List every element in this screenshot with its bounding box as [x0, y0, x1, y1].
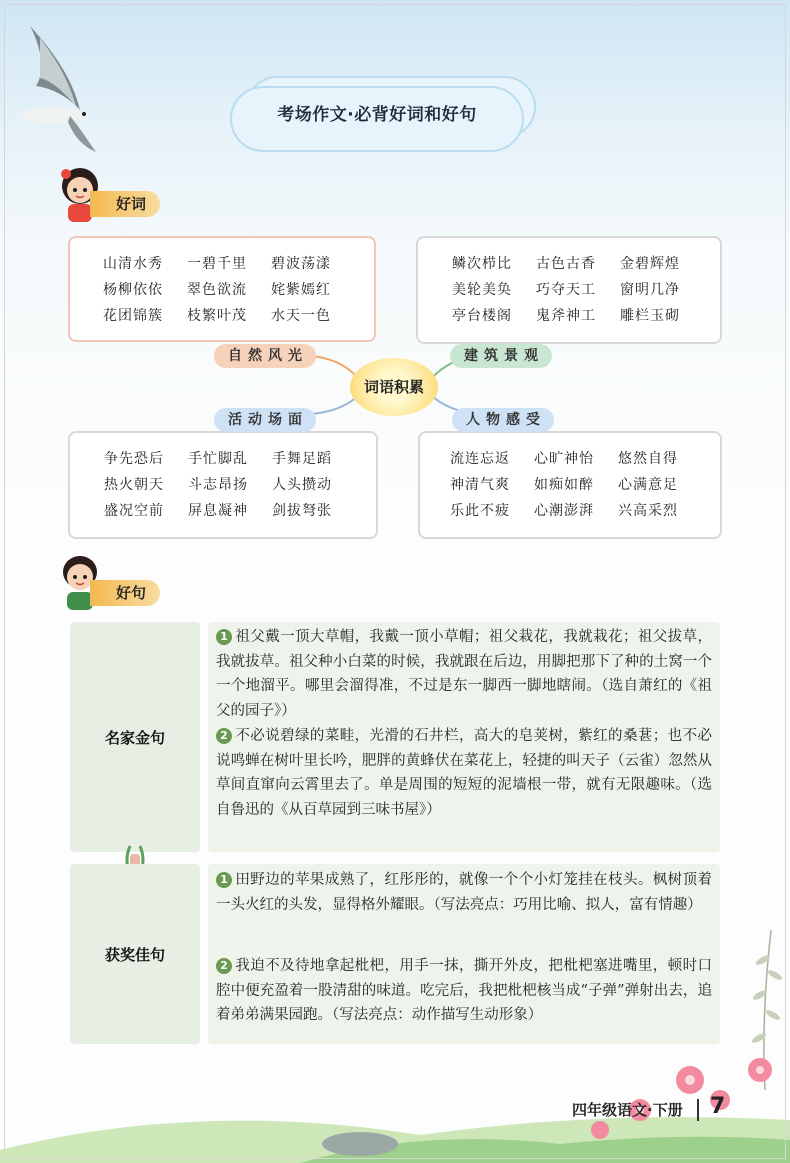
- sentence-item: [216, 868, 712, 917]
- book-title: 四年级语文·下册: [572, 1101, 683, 1119]
- word: 枝繁叶茂: [187, 308, 247, 324]
- sentence-text: 祖父戴一顶大草帽，我戴一顶小草帽；祖父栽花，我就栽花；祖父拔草，我就拔草。祖父种小白菜的时候，我就跟在后边，用脚把那下了种的土窝一个一个地溜平。哪里会溜得准，不过是东一脚西一脚地瞎闹。（选自萧红的《祖父的园子》）: [216, 629, 712, 719]
- page-number: 7: [710, 1094, 726, 1119]
- word: 兴高采烈: [618, 503, 678, 519]
- item-number-badge: 2: [216, 958, 232, 974]
- word: 一碧千里: [187, 256, 247, 272]
- word-grid-activity: [104, 448, 356, 520]
- sentence-item: [216, 625, 712, 723]
- word-hub-bubble: 词语积累: [350, 358, 438, 416]
- word: 心满意足: [618, 477, 678, 493]
- word: 巧夺天工: [536, 282, 596, 298]
- category-nature: 自然风光: [214, 344, 316, 368]
- good-sentences-tag: 好句: [90, 580, 160, 606]
- word: 手舞足蹈: [272, 451, 332, 467]
- word: 水天一色: [271, 308, 331, 324]
- word: 窗明几净: [620, 282, 680, 298]
- section-body-award: [208, 864, 720, 1044]
- sentence-text: 田野边的苹果成熟了，红彤彤的，就像一个个小灯笼挂在枝头。枫树顶着一头火红的头发，显得格外耀眼。（写法亮点：巧用比喻、拟人，富有情趣）: [216, 872, 712, 913]
- word: 姹紫嫣红: [271, 282, 331, 298]
- word-box-nature: [68, 236, 376, 342]
- sentence-item: [216, 724, 712, 822]
- word-box-architecture: [416, 236, 722, 344]
- item-number-badge: 2: [216, 728, 232, 744]
- word: 翠色欲流: [187, 282, 247, 298]
- sentence-item: [216, 954, 712, 1028]
- word: 鳞次栉比: [452, 256, 512, 272]
- word: 乐此不疲: [450, 503, 510, 519]
- good-words-tag: 好词: [90, 191, 160, 217]
- word: 剑拔弩张: [272, 503, 332, 519]
- word: 心旷神怡: [534, 451, 594, 467]
- word: 热火朝天: [104, 477, 164, 493]
- word: 山清水秀: [103, 256, 163, 272]
- word: 心潮澎湃: [534, 503, 594, 519]
- section-title: 获奖佳句: [104, 945, 165, 964]
- word: 杨柳依依: [103, 282, 163, 298]
- sentence-text: 不必说碧绿的菜畦，光滑的石井栏，高大的皂荚树，紫红的桑葚；也不必说鸣蝉在树叶里长吟，肥胖的黄蜂伏在菜花上，轻捷的叫天子（云雀）忽然从草间直窜向云霄里去了。单是周围的短短的泥墙根一带，就有无限趣味。（选自鲁迅的《从百草园到三味书屋》）: [216, 728, 712, 818]
- word: 悠然自得: [618, 451, 678, 467]
- word: 斗志昂扬: [188, 477, 248, 493]
- word-box-feeling: [418, 431, 722, 539]
- category-feeling: 人物感受: [452, 408, 554, 432]
- word: 人头攒动: [272, 477, 332, 493]
- seagull-illustration: [10, 18, 105, 158]
- word: 碧波荡漾: [271, 256, 331, 272]
- category-architecture: 建筑景观: [450, 344, 552, 368]
- section-body-famous: [208, 622, 720, 852]
- word: 古色古香: [536, 256, 596, 272]
- item-number-badge: 1: [216, 629, 232, 645]
- word-grid-feeling: [450, 448, 702, 520]
- sentence-text: 我迫不及待地拿起枇杷，用手一抹，撕开外皮，把枇杷塞进嘴里，顿时口腔中便充盈着一股清甜的味道。吃完后，我把枇杷核当成“子弹”弹射出去，追着弟弟满果园跑。（写法亮点：动作描写生动形象）: [216, 958, 712, 1023]
- section-label-award: [70, 864, 200, 1044]
- word: 鬼斧神工: [536, 308, 596, 324]
- item-number-badge: 1: [216, 872, 232, 888]
- section-label-famous: [70, 622, 200, 852]
- word-grid-nature: [103, 253, 355, 325]
- word: 雕栏玉砌: [620, 308, 680, 324]
- word: 神清气爽: [450, 477, 510, 493]
- word-box-activity: [68, 431, 378, 539]
- word: 美轮美奂: [452, 282, 512, 298]
- word-grid-architecture: [452, 253, 704, 325]
- word: 如痴如醉: [534, 477, 594, 493]
- word: 手忙脚乱: [188, 451, 248, 467]
- section-title: 名家金句: [104, 728, 165, 747]
- word: 屏息凝神: [188, 503, 248, 519]
- category-activity: 活动场面: [214, 408, 316, 432]
- footer-divider: [697, 1099, 699, 1121]
- word: 流连忘返: [450, 451, 510, 467]
- page-title: 考场作文·必背好词和好句: [277, 105, 477, 125]
- word: 花团锦簇: [103, 308, 163, 324]
- word: 亭台楼阁: [452, 308, 512, 324]
- word: 金碧辉煌: [620, 256, 680, 272]
- word: 争先恐后: [104, 451, 164, 467]
- word: 盛况空前: [104, 503, 164, 519]
